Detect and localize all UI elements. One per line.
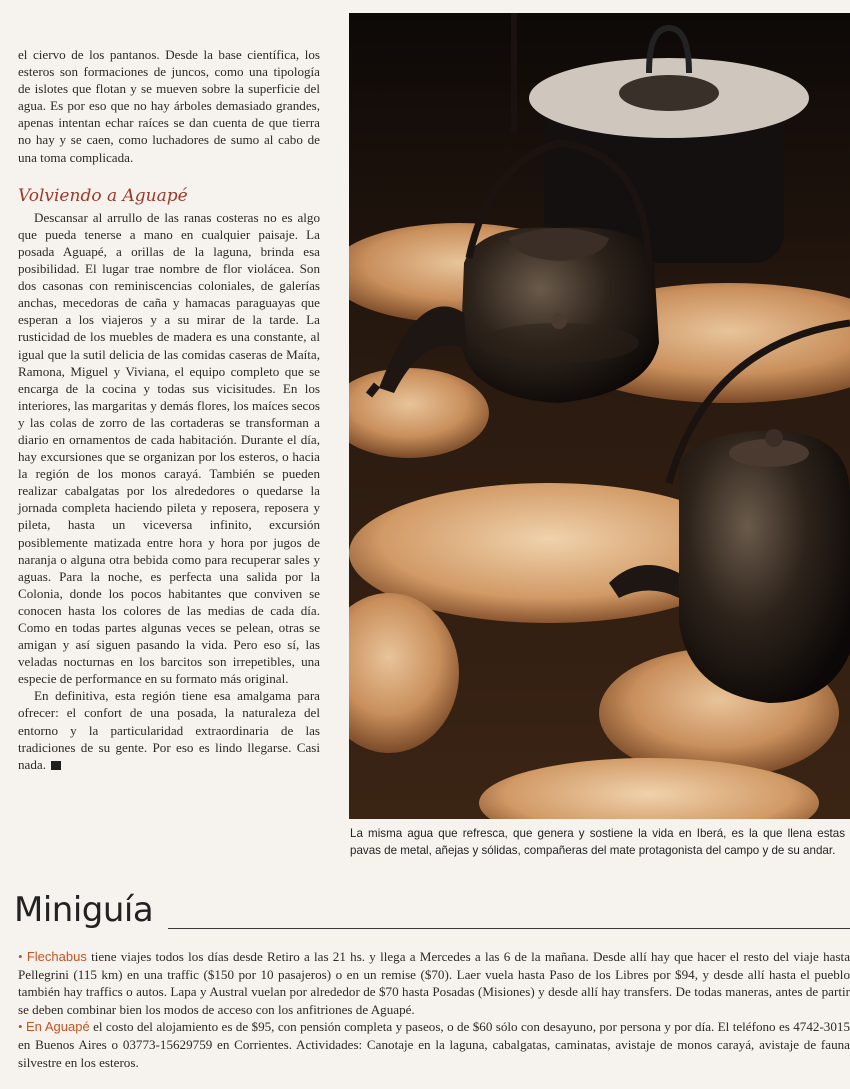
miniguia-title: Miniguía — [14, 890, 154, 930]
article-paragraph-closing — [18, 687, 320, 772]
section-heading: Volviendo a Aguapé — [18, 185, 188, 206]
bullet-icon: • — [18, 1019, 23, 1035]
photo-caption: La misma agua que refresca, que genera y sostiene la vida en Iberá, es la que llena estas pavas de metal, añejas y sólidas, compañeras del mate protagonista del campo y de su andar. — [350, 827, 845, 858]
miniguia-body — [18, 948, 850, 1071]
kettles-photo — [349, 13, 850, 819]
bullet-icon: • — [18, 949, 23, 964]
miniguia-item — [18, 1018, 850, 1071]
article-paragraph: Descansar al arrullo de las ranas costeras no es algo que pueda tenerse a mano en cualquier paisaje. La posada Aguapé, a orillas de la laguna, brinda esa posibilidad. El lugar trae nombre de flor violácea. Son dos casonas con reminiscencias coloniales, de galerías anchas, mecedoras de caña y hamacas paraguayas que esperan a los viajeros y a su mirar de la tarde. La rusticidad de los muebles de madera es una constante, al igual que la sutil delicia de las comidas caseras de Maíta, Ramona, Miguel y Viviana, el equipo completo que se encarga de la cocina y todas sus vicisitudes. En los interiores, las margaritas y demás flores, los maíces secos y las colas de zorro de las cortaderas se transforman a diario en ornamentos de cada habitación. Durante el día, hay excursiones que se organizan por los esteros, o hacia la región de los monos carayá. También se pueden realizar cabalgatas por los alrededores o quedarse la jornada completa haciendo pileta y reposera, reposera y pileta, hasta un viceversa infinito, excursión posiblemente matizada entre hora y hora por jugos de naranja o alguna otra bebida como para recuperar sales y aguas. Para la noche, es perfecta una salida por la Colonia, donde los pocos habitantes que conviven se conocen hasta los colores de las medias de cada día. Como en todas partes algunas veces se pelean, otras se amigan y así siguen pasando la vida. Pero eso sí, las veladas nocturnas en los barcitos son irrepetibles, una especie de performance en su formato más original. — [18, 209, 320, 687]
article-column — [18, 46, 320, 773]
miniguia-item-text: tiene viajes todos los días desde Retiro a las 21 hs. y llega a Mercedes a las 6 de la mañana. Desde allí hay que hacer el resto del viaje hasta Pellegrini (115 km) en una traffic ($150 por 10 pasajeros) o en un remise ($70). Laer vuela hasta Paso de los Libres por $94, y desde allí hasta el pueblo también hay traffics o autos. Lapa y Austral vuelan por alrededor de $70 hasta Posadas (Misiones) y desde allí hay transfers. De todas maneras, antes de partir se deben combinar bien los modos de acceso con los anfitriones de Aguapé. — [18, 949, 850, 1017]
miniguia-keyword: En Aguapé — [25, 1019, 90, 1035]
article-intro: el ciervo de los pantanos. Desde la base científica, los esteros son formaciones de juncos, como una tipología de islotes que flotan y se mueven sobre la superficie del agua. Es por eso que no hay árboles demasiado grandes, apenas intentan echar raíces se dan cuenta de que tierra no hay y se caen, como luchadores de sumo al cabo de una toma complicada. — [18, 47, 320, 165]
miniguia-divider — [168, 928, 850, 929]
miniguia-item — [18, 948, 850, 1018]
end-of-article-mark — [51, 761, 61, 770]
miniguia-keyword: Flechabus — [26, 949, 87, 964]
article-paragraph-text: En definitiva, esta región tiene esa amalgama para ofrecer: el confort de una posada, la naturaleza del entorno y la particularidad extraordinaria de las tradiciones de su gente. Por eso es lindo llegarse. Casi nada. — [18, 688, 320, 772]
miniguia-item-text: el costo del alojamiento es de $95, con pensión completa y paseos, o de $60 sólo con desayuno, por persona y por día. El teléfono es 4742-3015 en Buenos Aires o 03773-15629759 en Corrientes. Actividades: Canotaje en la laguna, cabalgatas, caminatas, avistaje de monos carayá, avistaje de fauna silvestre en los esteros. — [18, 1019, 850, 1070]
